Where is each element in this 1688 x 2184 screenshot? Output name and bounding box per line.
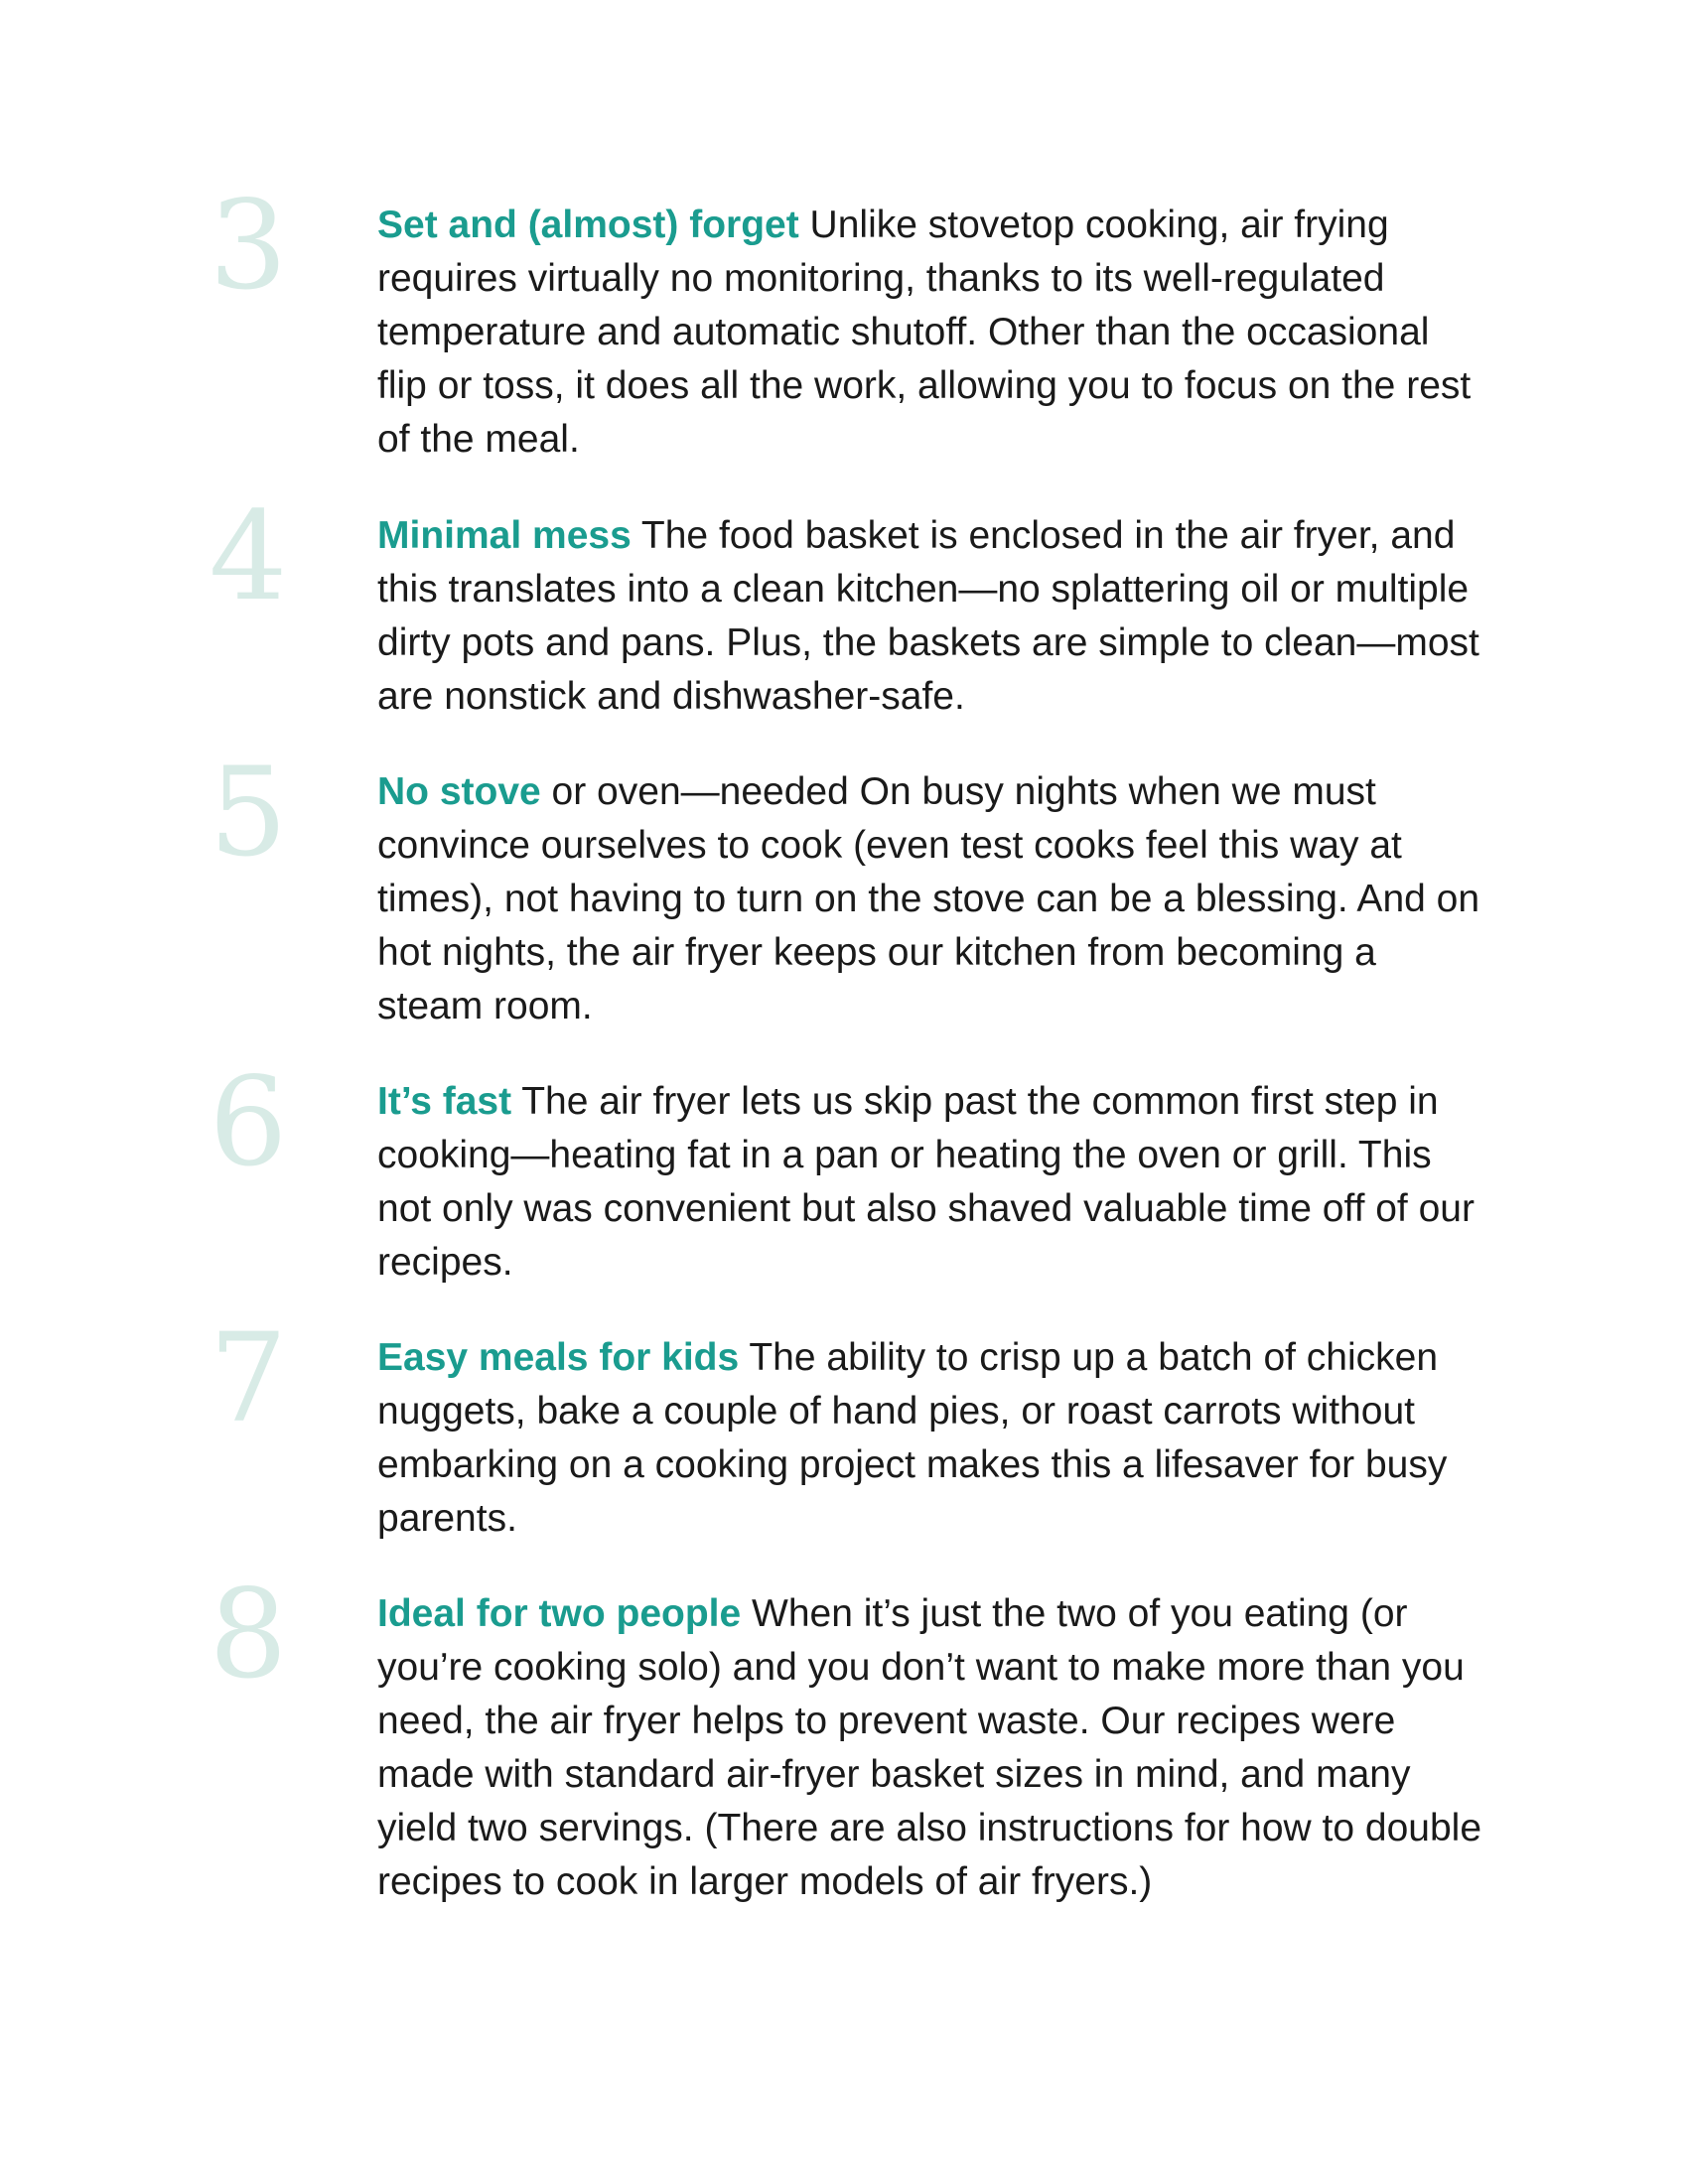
item-body: When it’s just the two of you eating (or you’re cooking solo) and you don’t want to make more than you need, the air fryer helps to prevent waste. Our recipes were made with standard air-fryer basket sizes in mind, and many yield two servings. (There are also instructions for how to double recipes to cook in larger models of air fryers.) (377, 1592, 1482, 1903)
item-text (377, 1587, 1489, 1909)
item-body: The air fryer lets us skip past the common first step in cooking—heating fat in a pan or heating the oven or grill. This not only was convenient but also shaved valuable time off of our recipes. (377, 1080, 1475, 1284)
item-number: 6 (209, 1051, 288, 1194)
item-text (377, 509, 1489, 724)
item-body: The food basket is enclosed in the air fryer, and this translates into a clean kitchen—no splattering oil or multiple dirty pots and pans. Plus, the baskets are simple to clean—most are nonstick and dishwasher-safe. (377, 514, 1479, 718)
item-number: 7 (209, 1307, 288, 1450)
item-body: or oven—needed On busy nights when we must convince ourselves to cook (even test cooks feel this way at times), not having to turn on the stove can be a blessing. And on hot nights, the air fryer keeps our kitchen from becoming a steam room. (377, 770, 1480, 1027)
item-number: 5 (209, 742, 288, 885)
item-heading: Ideal for two people (377, 1592, 742, 1635)
item-number: 4 (209, 485, 288, 628)
item-heading: No stove (377, 770, 541, 813)
item-text (377, 1331, 1489, 1546)
item-body: Unlike stovetop cooking, air frying requires virtually no monitoring, thanks to its well-regulated temperature and automatic shutoff. Other than the occasional flip or toss, it does all the work, allowing you to focus on the rest of the meal. (377, 204, 1472, 461)
item-heading: Minimal mess (377, 514, 632, 557)
item-text (377, 1075, 1489, 1290)
item-text (377, 199, 1489, 467)
item-number: 3 (209, 175, 288, 318)
item-number: 8 (209, 1564, 288, 1706)
item-heading: Easy meals for kids (377, 1336, 740, 1379)
item-body: The ability to crisp up a batch of chicken nuggets, bake a couple of hand pies, or roast carrots without embarking on a cooking project makes this a lifesaver for busy parents. (377, 1336, 1448, 1540)
item-text (377, 765, 1489, 1033)
item-heading: Set and (almost) forget (377, 204, 799, 246)
item-heading: It’s fast (377, 1080, 512, 1123)
